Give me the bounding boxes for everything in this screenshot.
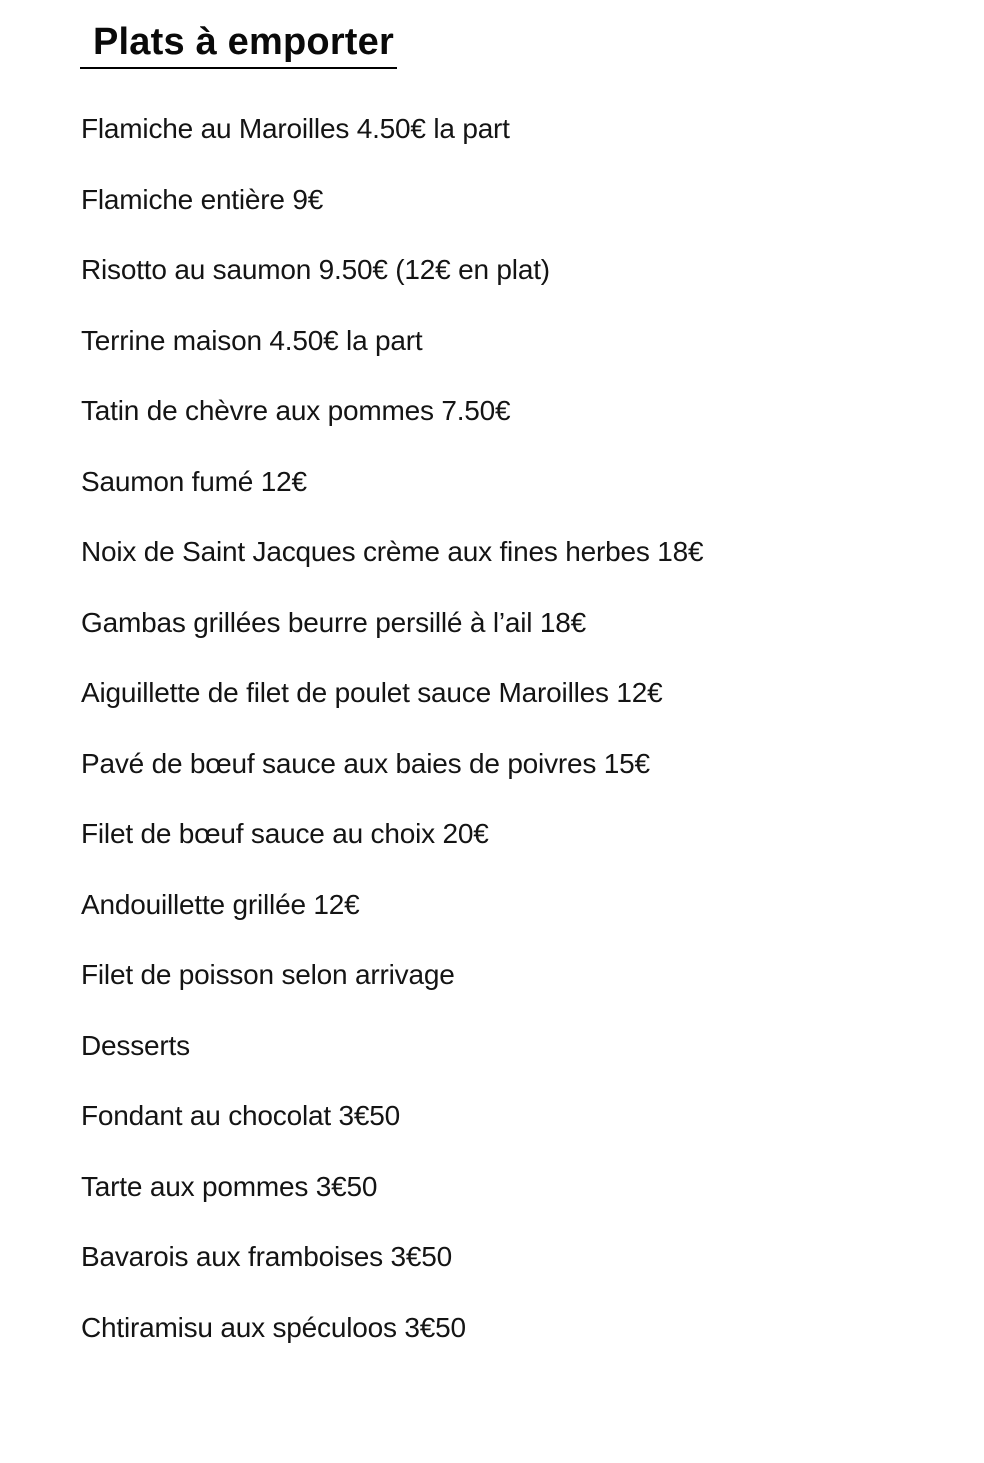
menu-item: Terrine maison 4.50€ la part: [81, 324, 423, 356]
menu-item: Flamiche au Maroilles 4.50€ la part: [81, 113, 510, 144]
menu-item: Saumon fumé 12€: [81, 465, 307, 497]
page-title-text: Plats à emporter: [80, 20, 397, 69]
menu-item: Desserts: [81, 1029, 190, 1061]
menu-item: Gambas grillées beurre persillé à l’ail 18€: [81, 606, 586, 638]
menu-item: Tarte aux pommes 3€50: [81, 1170, 378, 1202]
menu-item: Noix de Saint Jacques crème aux fines herbes 18€: [81, 536, 704, 567]
menu-item: Fondant au chocolat 3€50: [81, 1100, 401, 1131]
menu-item: Risotto au saumon 9.50€ (12€ en plat): [81, 254, 550, 285]
menu-item: Bavarois aux framboises 3€50: [81, 1241, 453, 1272]
menu-list: [81, 115, 984, 1342]
menu-item: Andouillette grillée 12€: [81, 888, 360, 920]
menu-item: Pavé de bœuf sauce aux baies de poivres 15€: [81, 747, 650, 779]
menu-item: Tatin de chèvre aux pommes 7.50€: [81, 395, 511, 426]
menu-item: Filet de bœuf sauce au choix 20€: [81, 818, 489, 849]
page-title: [80, 20, 984, 69]
menu-item: Chtiramisu aux spéculoos 3€50: [81, 1311, 466, 1343]
menu-item: Filet de poisson selon arrivage: [81, 959, 455, 990]
menu-item: Flamiche entière 9€: [81, 183, 324, 215]
menu-item: Aiguillette de filet de poulet sauce Maroilles 12€: [81, 677, 663, 708]
